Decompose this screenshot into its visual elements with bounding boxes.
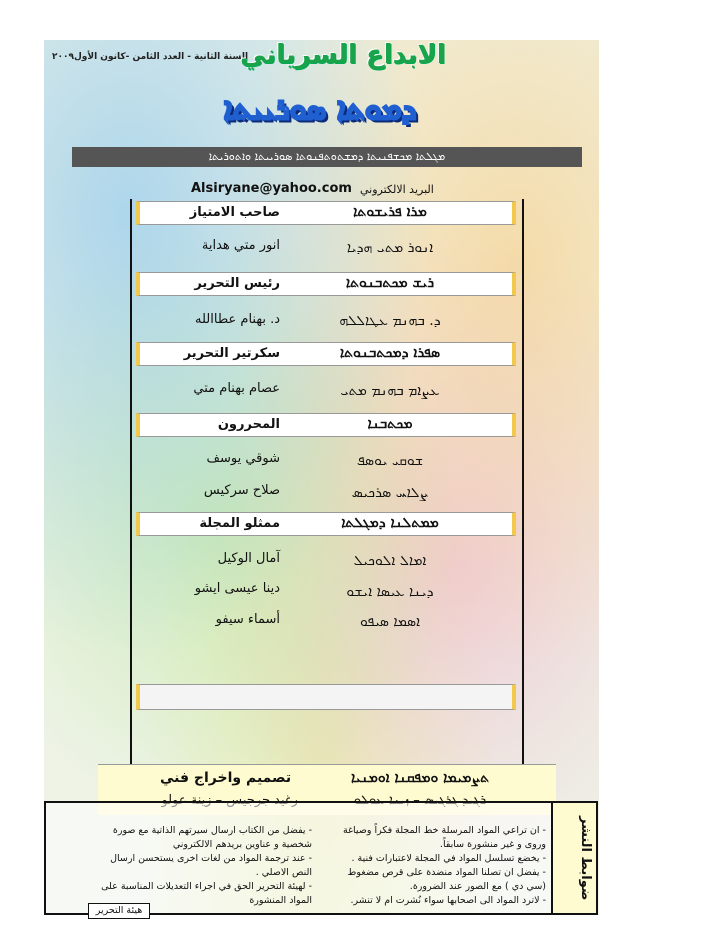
- writers-label-syriac: ܡܟܬܒܢܐ: [367, 416, 413, 432]
- rules-right-column: [322, 824, 546, 908]
- rule-line: (سي دي ) مع الصور عند الضرورة.: [409, 881, 546, 892]
- tagline-bar: ܡܓܠܬܐ ܡܟܫܦܢܝܬܐ ܕܡܫܬܘܬܦܢܘܬܐ ܣܘܪܝܝܬܐ ܘܐܬܘܪܝܬܐ: [72, 147, 582, 167]
- reps-label-arabic: ممثلو المجلة: [199, 516, 280, 531]
- writer-name-syriac: ܫܘܩܝ ܝܘܣܦ: [356, 453, 424, 469]
- rules-title: ضوابط النشر: [578, 815, 593, 901]
- rule-line: - يفضل من الكتاب ارسال سيرتهم الذاتية مع صورة: [112, 825, 312, 836]
- rule-line: - لهيئة التحرير الحق في اجراء التعديلات المناسبة على: [101, 881, 312, 892]
- secretary-label-syriac: ܣܦܪܐ ܕܡܟܬܒܢܘܬܐ: [339, 345, 441, 361]
- owner-label-arabic: صاحب الامتياز: [189, 205, 280, 220]
- rule-line: - عند ترجمة المواد من لغات اخرى يستحسن ارسال: [110, 853, 312, 864]
- rep-name-syriac: ܕܝܢܐ ܥܝܣܐ ܐܝܫܘ: [346, 584, 434, 600]
- rule-line: المواد المنشورة: [249, 895, 312, 906]
- secretary-name-arabic: عصام بهنام متي: [193, 381, 280, 396]
- rule-line: وروى و غير منشورة سابقاً.: [439, 839, 546, 850]
- writer-name-syriac: ܨܠܐܚ ܣܪܟܝܣ: [351, 485, 429, 501]
- editor-name-arabic: د. بهنام عطاالله: [195, 312, 280, 327]
- secretary-label-arabic: سكرتير التحرير: [183, 346, 280, 361]
- rule-line: - يخضع تسلسل المواد في المجلة لاعتبارات فنية .: [351, 853, 546, 864]
- magazine-title-syriac: ܕܡܘܬܐ ܣܘܪܝܝܬܐ: [223, 92, 417, 127]
- design-label-arabic: تصميم واخراج فني: [160, 770, 292, 786]
- rule-line: - ان تراعي المواد المرسلة خط المجلة فكراً وصياغة: [342, 825, 546, 836]
- rule-line: - يفضل ان تصلنا المواد منضدة على قرص مضغوط: [347, 867, 546, 878]
- rep-name-arabic: أسماء سيفو: [215, 612, 280, 627]
- owner-label-syriac: ܡܪܐ ܦܪܝܫܘܬܐ: [353, 204, 427, 220]
- secretary-name-syriac: ܥܨܐܡ ܒܗܢܡ ܡܬܝ: [340, 383, 440, 399]
- email-address[interactable]: Alsiryane@yahoo.com: [191, 181, 352, 196]
- rep-name-arabic: دينا عيسى ايشو: [194, 581, 280, 596]
- rule-line: النص الاصلي .: [255, 867, 312, 878]
- rep-name-arabic: آمال الوكيل: [217, 551, 280, 566]
- writer-name-arabic: شوقي يوسف: [206, 451, 280, 466]
- editor-label-syriac: ܪܝܫ ܡܟܬܒܢܘܬܐ: [345, 275, 435, 291]
- rule-line: شخصية و عناوين بريدهم الالكتروني: [172, 839, 312, 850]
- editor-label-arabic: رئيس التحرير: [194, 276, 280, 291]
- empty-bar: [136, 684, 516, 710]
- writers-label-arabic: المحررون: [217, 417, 280, 432]
- rule-line: - لاترد المواد الى اصحابها سواء نُشرت ام لا تنشر.: [350, 895, 546, 906]
- reps-label-syriac: ܡܡܬܠܢܐ ܕܡܓܠܬܐ: [341, 515, 439, 531]
- editorial-board-label: هيئة التحرير: [88, 903, 150, 919]
- editor-name-syriac: ܕ. ܒܗܢܡ ܥܛܐܠܠܗ: [339, 313, 441, 329]
- owner-name-arabic: انور متي هداية: [201, 238, 280, 253]
- email-label: البريد الالكتروني: [360, 183, 434, 196]
- writer-name-arabic: صلاح سركيس: [203, 483, 280, 498]
- rep-name-syriac: ܐܡܐܠ ܐܠܘܟܝܠ: [353, 553, 427, 569]
- magazine-title-arabic: الابداع السرياني: [240, 40, 446, 70]
- rules-left-column: [50, 824, 312, 908]
- rep-name-syriac: ܐܣܡܐ ܣܝܦܘ: [359, 614, 421, 630]
- owner-name-syriac: ܐܢܘܪ ܡܬܝ ܗܕܝܐ: [346, 240, 434, 256]
- design-label-syriac: ܬܨܡܝܡܐ ܘܡܦܩܢܐ ܐܘܡܢܝܐ: [350, 770, 490, 786]
- issue-info: السنة الثانية - العدد الثامن -كانون الأول٢٠٠٩: [52, 52, 249, 62]
